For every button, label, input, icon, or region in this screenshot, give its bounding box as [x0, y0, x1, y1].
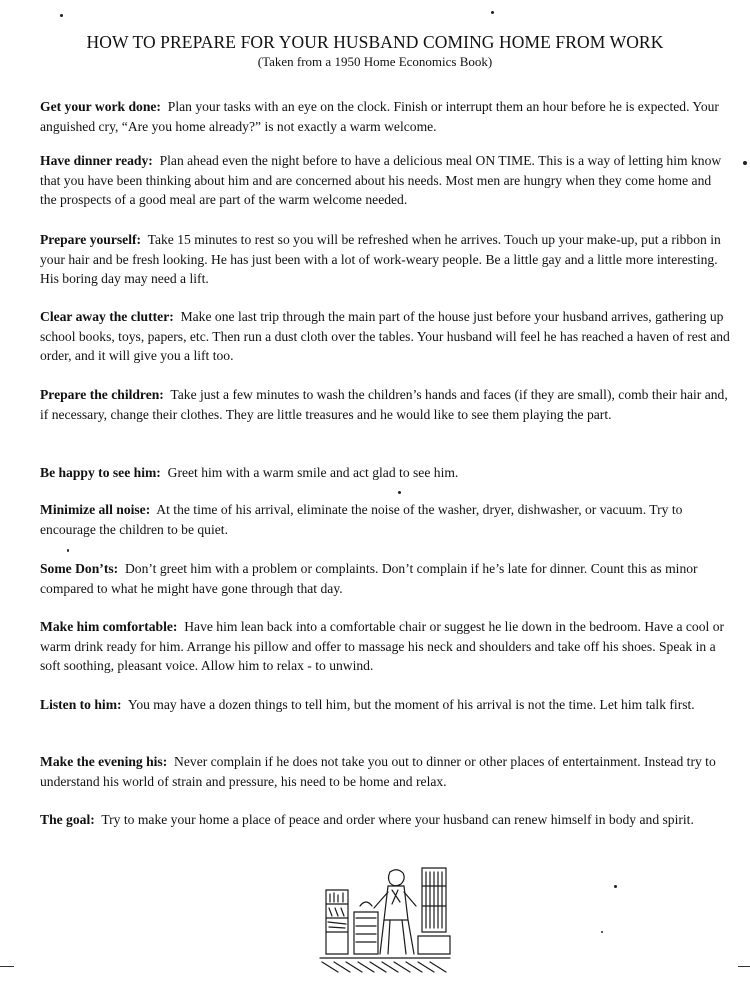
scan-speck [398, 491, 401, 494]
scan-speck [614, 885, 617, 888]
section-some-donts [40, 559, 730, 598]
section-body: Try to make your home a place of peace and order where your husband can renew himself in body and spirit. [101, 812, 694, 827]
section-body: Take just a few minutes to wash the children’s hands and faces (if they are small), comb their hair and, if necessary, change their clothes. They are little treasures and he would like to see them playing the part. [40, 387, 728, 422]
scan-mark [0, 966, 14, 967]
section-body: Don’t greet him with a problem or complaints. Don’t complain if he’s late for dinner. Count this as minor compared to what he might have gone through that day. [40, 561, 698, 596]
section-heading: Listen to him: [40, 697, 122, 712]
scan-speck [601, 931, 603, 933]
section-body: Plan ahead even the night before to have a delicious meal ON TIME. This is a way of letting him know that you have been thinking about him and are concerned about his needs. Most men are hungry when they come home and the prospects of a good meal are part of the warm welcome needed. [40, 153, 722, 207]
section-make-comfortable [40, 617, 730, 676]
scan-speck [67, 549, 69, 552]
section-body: At the time of his arrival, eliminate the noise of the washer, dryer, dishwasher, or vacuum. Try to encourage the children to be quiet. [40, 502, 683, 537]
section-heading: Make the evening his: [40, 754, 168, 769]
section-body: Never complain if he does not take you out to dinner or other places of entertainment. Instead try to understand his world of strain and pressure, his need to be home and relax. [40, 754, 716, 789]
section-heading: Have dinner ready: [40, 153, 153, 168]
scan-speck [491, 11, 494, 14]
section-body: Greet him with a warm smile and act glad to see him. [167, 465, 459, 480]
section-heading: Minimize all noise: [40, 502, 151, 517]
kitchen-sketch-illustration [318, 862, 452, 976]
section-heading: Prepare the children: [40, 387, 164, 402]
section-minimize-noise [40, 500, 730, 539]
section-prepare-yourself [40, 230, 730, 289]
scan-speck [743, 161, 747, 165]
section-heading: Clear away the clutter: [40, 309, 174, 324]
section-clear-clutter [40, 307, 730, 366]
section-heading: Some Don’ts: [40, 561, 119, 576]
section-heading: Make him comfortable: [40, 619, 178, 634]
section-listen-to-him [40, 695, 730, 715]
section-heading: Prepare yourself: [40, 232, 142, 247]
page-title: HOW TO PREPARE FOR YOUR HUSBAND COMING HOME FROM WORK [86, 32, 664, 52]
section-body: Make one last trip through the main part of the house just before your husband arrives, gathering up school books, toys, papers, etc. Then run a dust cloth over the tables. Your husband will feel he has reached a haven of rest and order, and it will give you a lift too. [40, 309, 730, 363]
section-be-happy [40, 463, 730, 483]
section-heading: Be happy to see him: [40, 465, 161, 480]
section-body: Have him lean back into a comfortable chair or suggest he lie down in the bedroom. Have a cool or warm drink ready for him. Arrange his pillow and offer to massage his neck and shoulders and take off his shoes. Speak in a soft soothing, pleasant voice. Allow him to relax - to unwind. [40, 619, 725, 673]
section-heading: Get your work done: [40, 99, 161, 114]
section-prepare-children [40, 385, 730, 424]
scan-mark [738, 966, 750, 967]
scan-speck [60, 14, 63, 17]
section-evening-his [40, 752, 730, 791]
section-heading: The goal: [40, 812, 95, 827]
section-have-dinner-ready [40, 151, 730, 210]
section-body: Plan your tasks with an eye on the clock. Finish or interrupt them an hour before he is expected. Your anguished cry, “Are you home already?” is not exactly a warm welcome. [40, 99, 719, 134]
section-the-goal [40, 810, 730, 830]
section-body: You may have a dozen things to tell him, but the moment of his arrival is not the time. Let him talk first. [127, 697, 695, 712]
section-body: Take 15 minutes to rest so you will be refreshed when he arrives. Touch up your make-up, put a ribbon in your hair and be fresh looking. He has just been with a lot of work-weary people. Be a little gay and a little more interesting. His boring day may need a lift. [40, 232, 721, 286]
page-subtitle: (Taken from a 1950 Home Economics Book) [257, 54, 493, 69]
section-get-work-done [40, 97, 730, 136]
